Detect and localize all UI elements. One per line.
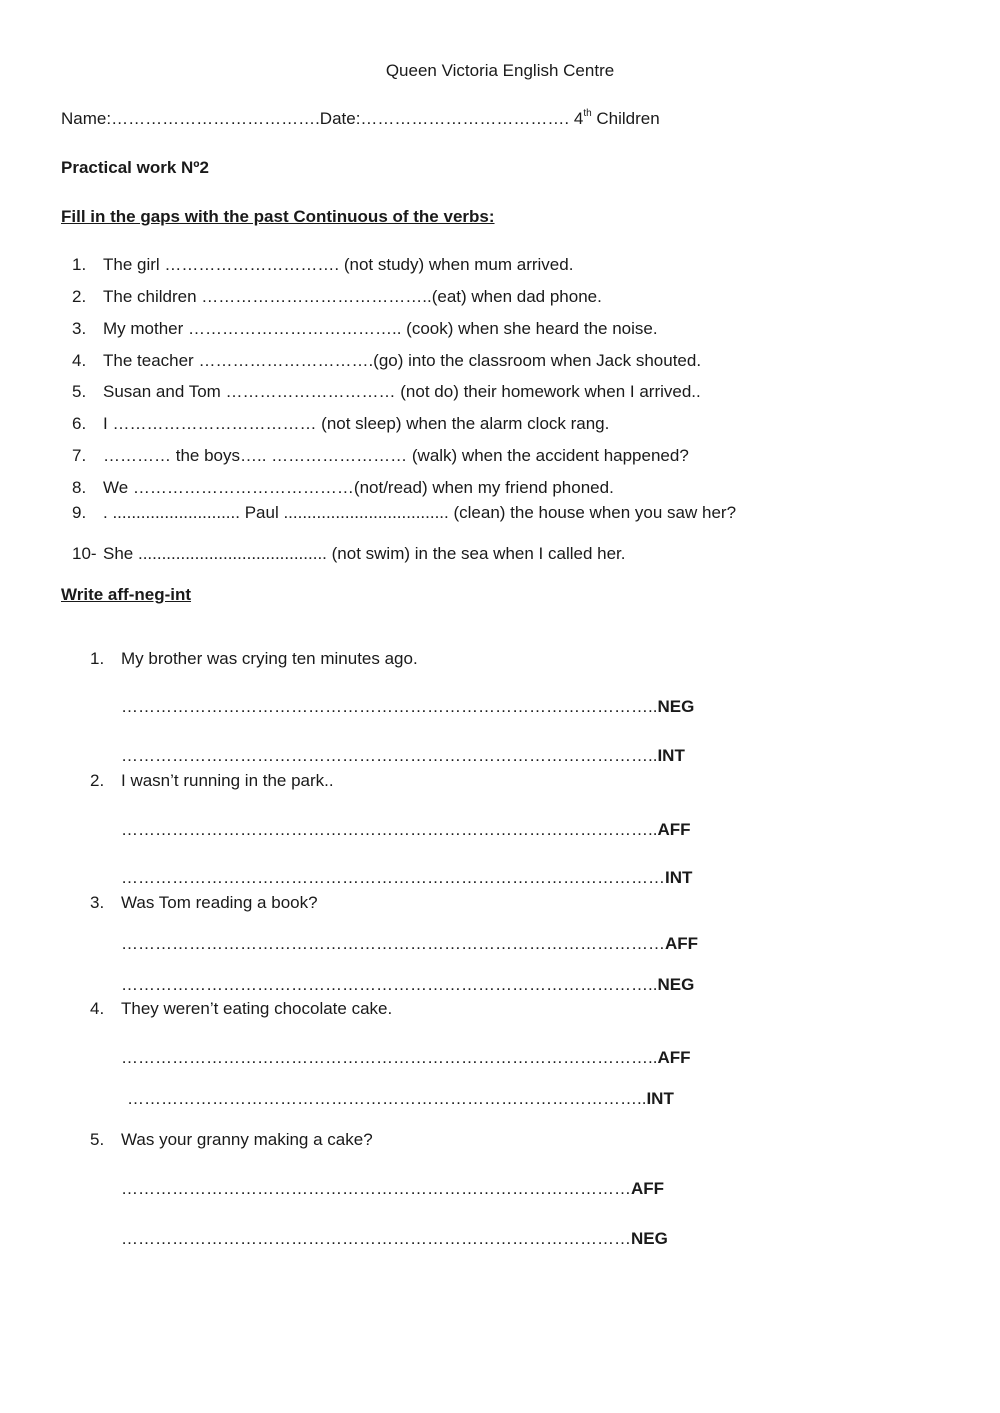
list-item: 1. My brother was crying ten minutes ago. xyxy=(90,649,418,668)
list-item: 2. I wasn’t running in the park.. xyxy=(90,771,334,790)
answer-line[interactable]: ………………………………………………………………………………AFF xyxy=(121,1179,665,1198)
page-title: Practical work Nº2 xyxy=(61,158,209,177)
list-item: 3. Was Tom reading a book? xyxy=(90,893,318,912)
answer-tag: NEG xyxy=(631,1229,668,1248)
answer-tag: INT xyxy=(665,868,693,887)
answer-line[interactable]: ……………………………………………………………………………………AFF xyxy=(121,934,699,953)
answer-line[interactable]: …………………………………………………………………………………..NEG xyxy=(121,975,695,994)
list-item: 7. ………… the boys….. …………………… (walk) when the accident happened? xyxy=(72,446,689,465)
answer-line[interactable]: ……………………………………………………………………………………INT xyxy=(121,868,693,887)
name-date-line xyxy=(61,109,660,129)
name-date-label: Name:……………………………….Date:………………………………. 4 xyxy=(61,109,584,128)
answer-line[interactable]: …………………………………………………………………………………..NEG xyxy=(121,697,695,716)
answer-line[interactable]: ………………………………………………………………………………NEG xyxy=(121,1229,668,1248)
grade-label: Children xyxy=(591,109,660,128)
answer-line[interactable]: …………………………………………………………………………………..INT xyxy=(121,746,685,765)
answer-tag: NEG xyxy=(657,697,695,716)
answer-tag: AFF xyxy=(665,934,699,953)
school-name: Queen Victoria English Centre xyxy=(385,61,615,80)
answer-line[interactable]: …………………………………………………………………………………..AFF xyxy=(121,820,691,839)
answer-tag: AFF xyxy=(657,820,691,839)
list-item: 3. My mother ……………………………….. (cook) when she heard the noise. xyxy=(72,319,658,338)
list-item: 2. The children …………………………………..(eat) when dad phone. xyxy=(72,287,602,306)
answer-tag: INT xyxy=(646,1089,674,1108)
list-item: 8. We …………………………………(not/read) when my friend phoned. xyxy=(72,478,614,497)
list-item: 6. I ……………………………… (not sleep) when the alarm clock rang. xyxy=(72,414,610,433)
answer-tag: NEG xyxy=(657,975,695,994)
list-item: 10- She ........................................ (not swim) in the sea when I called her. xyxy=(72,544,626,563)
answer-tag: INT xyxy=(657,746,685,765)
answer-tag: AFF xyxy=(657,1048,691,1067)
section1-heading: Fill in the gaps with the past Continuous of the verbs: xyxy=(61,207,495,226)
list-item: 5. Was your granny making a cake? xyxy=(90,1130,373,1149)
section2-heading: Write aff-neg-int xyxy=(61,585,192,604)
answer-line[interactable]: ………………………………………………………………………………..INT xyxy=(127,1089,674,1108)
answer-tag: AFF xyxy=(631,1179,665,1198)
list-item: 5. Susan and Tom ………………………… (not do) their homework when I arrived.. xyxy=(72,382,701,401)
list-item: 1. The girl …………………………. (not study) when mum arrived. xyxy=(72,255,574,274)
list-item: 4. They weren’t eating chocolate cake. xyxy=(90,999,393,1018)
list-item: 4. The teacher ………………………….(go) into the classroom when Jack shouted. xyxy=(72,351,702,370)
list-item: 9. . ........................... Paul ................................... (clean) the house when you saw her? xyxy=(72,503,737,522)
answer-line[interactable]: …………………………………………………………………………………..AFF xyxy=(121,1048,691,1067)
grade-superscript: th xyxy=(583,108,592,120)
